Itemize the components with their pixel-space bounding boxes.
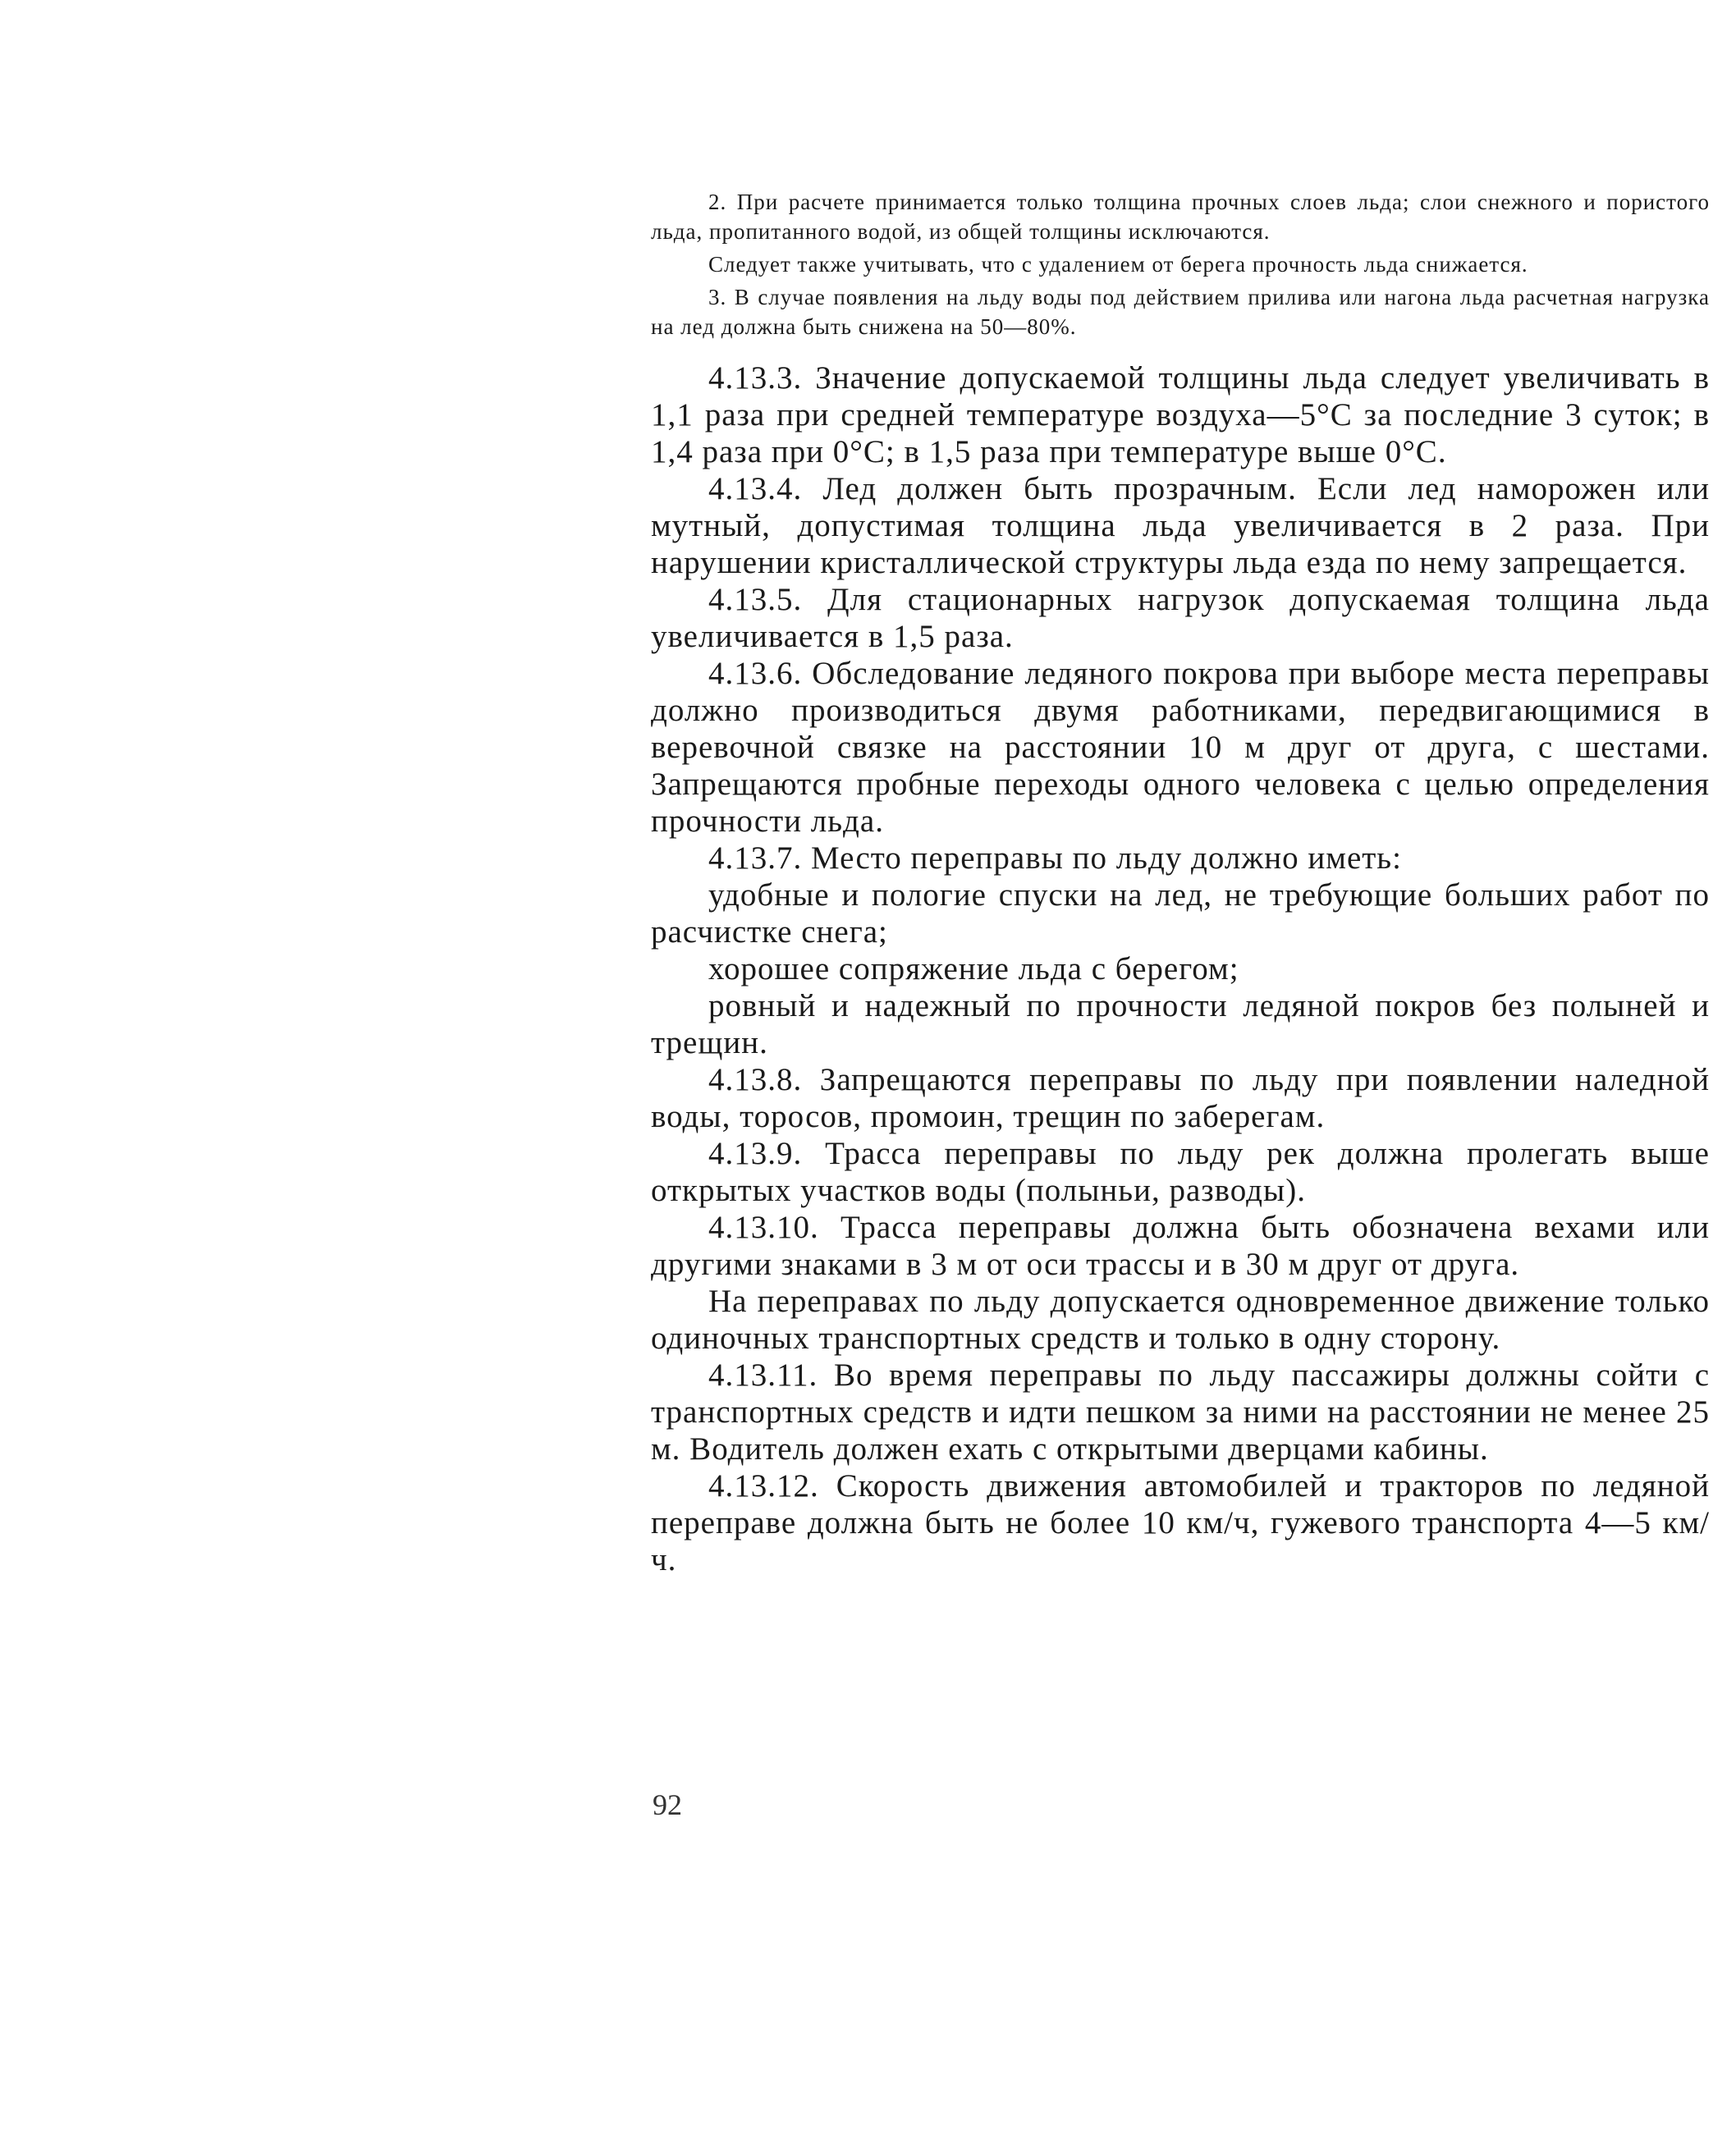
note-3: 3. В случае появления на льду воды под действием прилива или нагона льда расчетная нагрузка на лед должна быть снижена на 50—80%. [651,285,1710,339]
note-2-continuation: Следует также учитывать, что с удалением от берега прочность льда снижается. [708,252,1528,277]
paragraph-4-13-10: 4.13.10. Трасса переправы должна быть обозначена вехами или другими знаками в 3 м от оси трассы и в 30 м друг от друга. [651,1210,1710,1282]
paragraph-4-13-7: 4.13.7. Место переправы по льду должно иметь: [708,840,1402,876]
paragraph-4-13-12: 4.13.12. Скорость движения автомобилей и тракторов по ледяной переправе должна быть не более 10 км/ч, гужевого транспорта 4—5 км/ч. [651,1468,1710,1577]
paragraph-4-13-11: 4.13.11. Во время переправы по льду пассажиры должны сойти с транспортных средств и идти пешком за ними на расстоянии не менее 25 м. Водитель должен ехать с открытыми дверцами кабины. [651,1357,1710,1467]
paragraph-4-13-4: 4.13.4. Лед должен быть прозрачным. Если лед наморожен или мутный, допустимая толщина льда увеличивается в 2 раза. При нарушении кристаллической структуры льда езда по нему запрещается. [651,471,1710,580]
notes-block [651,187,1710,341]
list-item-shore-junction: хорошее сопряжение льда с берегом; [708,951,1239,987]
list-item-ice-cover: ровный и надежный по прочности ледяной покров без полыней и трещин. [651,988,1710,1060]
paragraph-4-13-6: 4.13.6. Обследование ледяного покрова при выборе места переправы должно производиться двумя работниками, передвигающимися в веревочной связке на расстоянии 10 м друг от друга, с шестами. Запрещаются пробные переходы одного человека с целью определения прочности льда. [651,656,1710,839]
paragraph-movement-rule: На переправах по льду допускается одновременное движение только одиночных транспортных средств и только в одну сторону. [651,1284,1710,1356]
paragraph-4-13-3: 4.13.3. Значение допускаемой толщины льда следует увеличивать в 1,1 раза при средней температуре воздуха—5°С за последние 3 суток; в 1,4 раза при 0°С; в 1,5 раза при температуре выше 0°С. [651,360,1710,469]
text-column [651,187,1710,1578]
paragraph-4-13-5: 4.13.5. Для стационарных нагрузок допускаемая толщина льда увеличивается в 1,5 раза. [651,582,1710,654]
note-2: 2. При расчете принимается только толщина прочных слоев льда; слои снежного и пористого льда, пропитанного водой, из общей толщины исключаются. [651,190,1710,244]
page-number: 92 [653,1788,682,1821]
paragraph-4-13-9: 4.13.9. Трасса переправы по льду рек должна пролегать выше открытых участков воды (полыньи, разводы). [651,1136,1710,1208]
paragraph-4-13-8: 4.13.8. Запрещаются переправы по льду при появлении наледной воды, торосов, промоин, трещин по заберегам. [651,1062,1710,1134]
list-item-descents: удобные и пологие спуски на лед, не требующие больших работ по расчистке снега; [651,877,1710,950]
main-text [651,359,1710,1578]
